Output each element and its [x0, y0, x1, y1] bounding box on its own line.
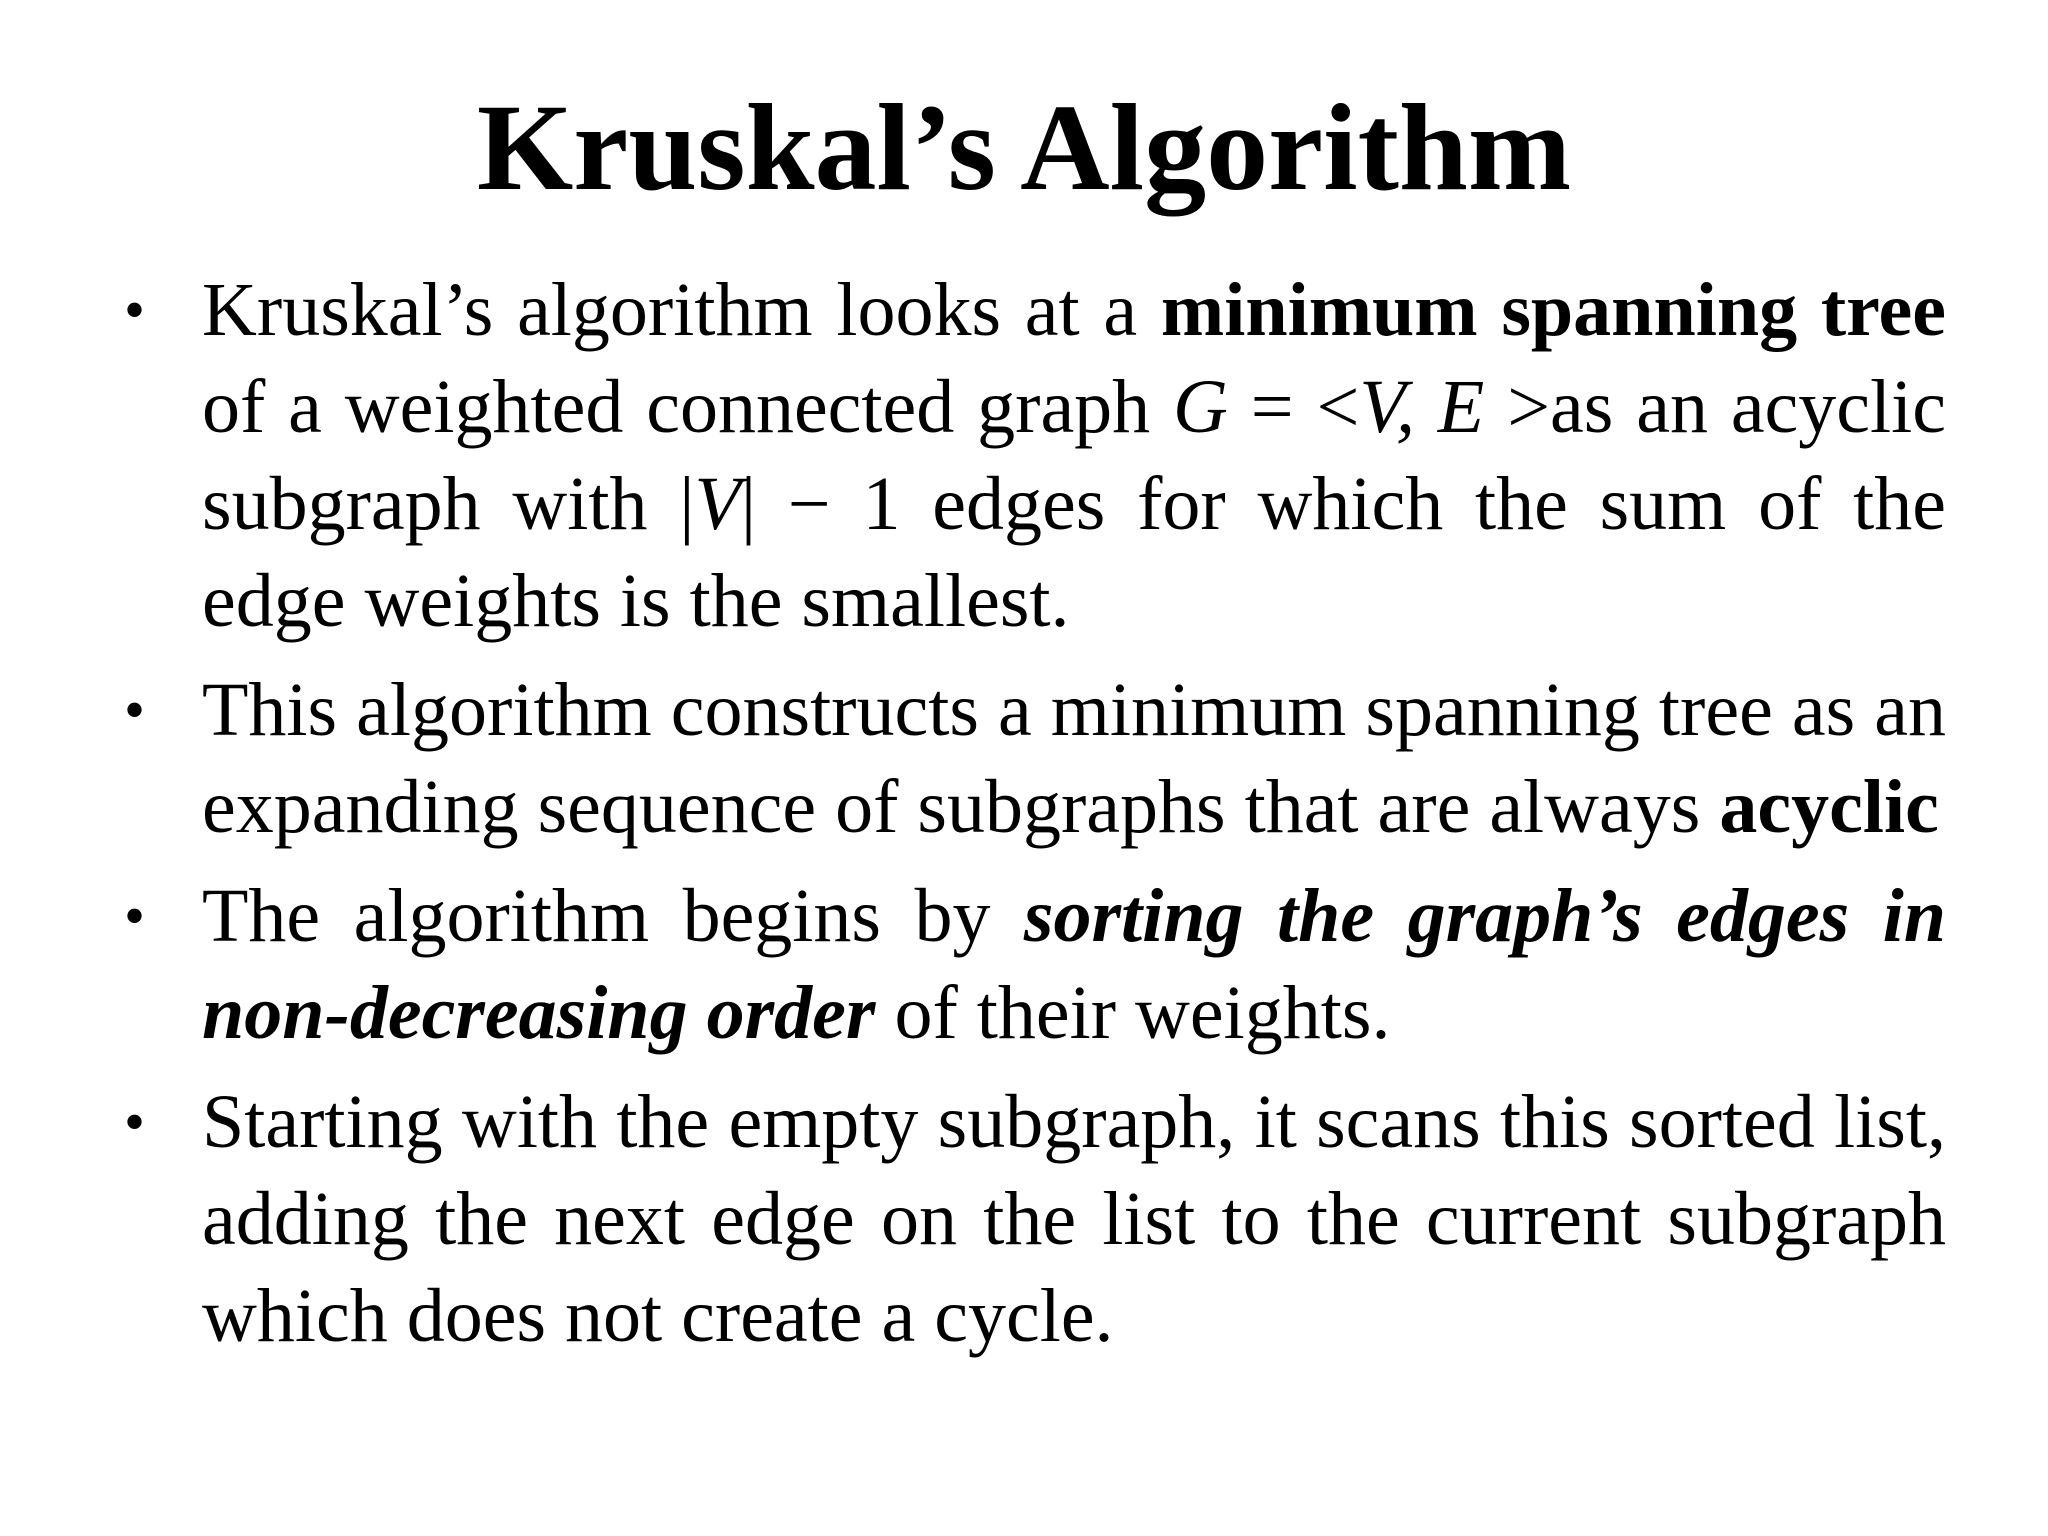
bullet-list — [110, 262, 1946, 1377]
bullet-dot-icon: • — [124, 883, 146, 949]
bullet-4-text-1: Starting with the empty subgraph, it scans this sorted list, adding the next edge on the list to the current subgraph which does not create a cycle. — [202, 1080, 1946, 1358]
bullet-3-text-1: The algorithm begins by — [202, 874, 1024, 958]
bullet-1-math-v: V — [694, 462, 741, 546]
bullet-1-emphasis: minimum spanning tree — [1160, 268, 1946, 352]
bullet-3-text-2: of their weights. — [875, 971, 1391, 1055]
bullet-dot-icon: • — [124, 277, 146, 343]
bullet-item-2 — [110, 662, 1946, 856]
bullet-1-math-ve: V, E — [1359, 365, 1485, 449]
bullet-1-math-g: G — [1173, 365, 1228, 449]
bullet-3-emphasis: sorting the graph’s edges in non-decreasing order — [202, 874, 1946, 1055]
bullet-1-text-2: of a weighted connected graph — [202, 365, 1174, 449]
bullet-2-text-1: This algorithm constructs a minimum spanning tree as an expanding sequence of subgraphs that are always — [202, 668, 1946, 849]
slide-title: Kruskal’s Algorithm — [476, 79, 1572, 216]
bullet-dot-icon: • — [124, 1089, 146, 1155]
bullet-dot-icon: • — [124, 677, 146, 743]
bullet-item-1 — [110, 262, 1946, 650]
bullet-1-text-1: Kruskal’s algorithm looks at a — [202, 268, 1161, 352]
bullet-2-emphasis: acyclic — [1719, 765, 1939, 849]
bullet-1-text-3: = < — [1227, 365, 1360, 449]
bullet-1-text-4: >as an acyclic subgraph with | — [202, 365, 1946, 546]
bullet-1-text-5: | − 1 edges for which the sum of the edge weights is the smallest. — [202, 462, 1946, 643]
bullet-item-3 — [110, 868, 1946, 1062]
bullet-item-4 — [110, 1074, 1946, 1365]
